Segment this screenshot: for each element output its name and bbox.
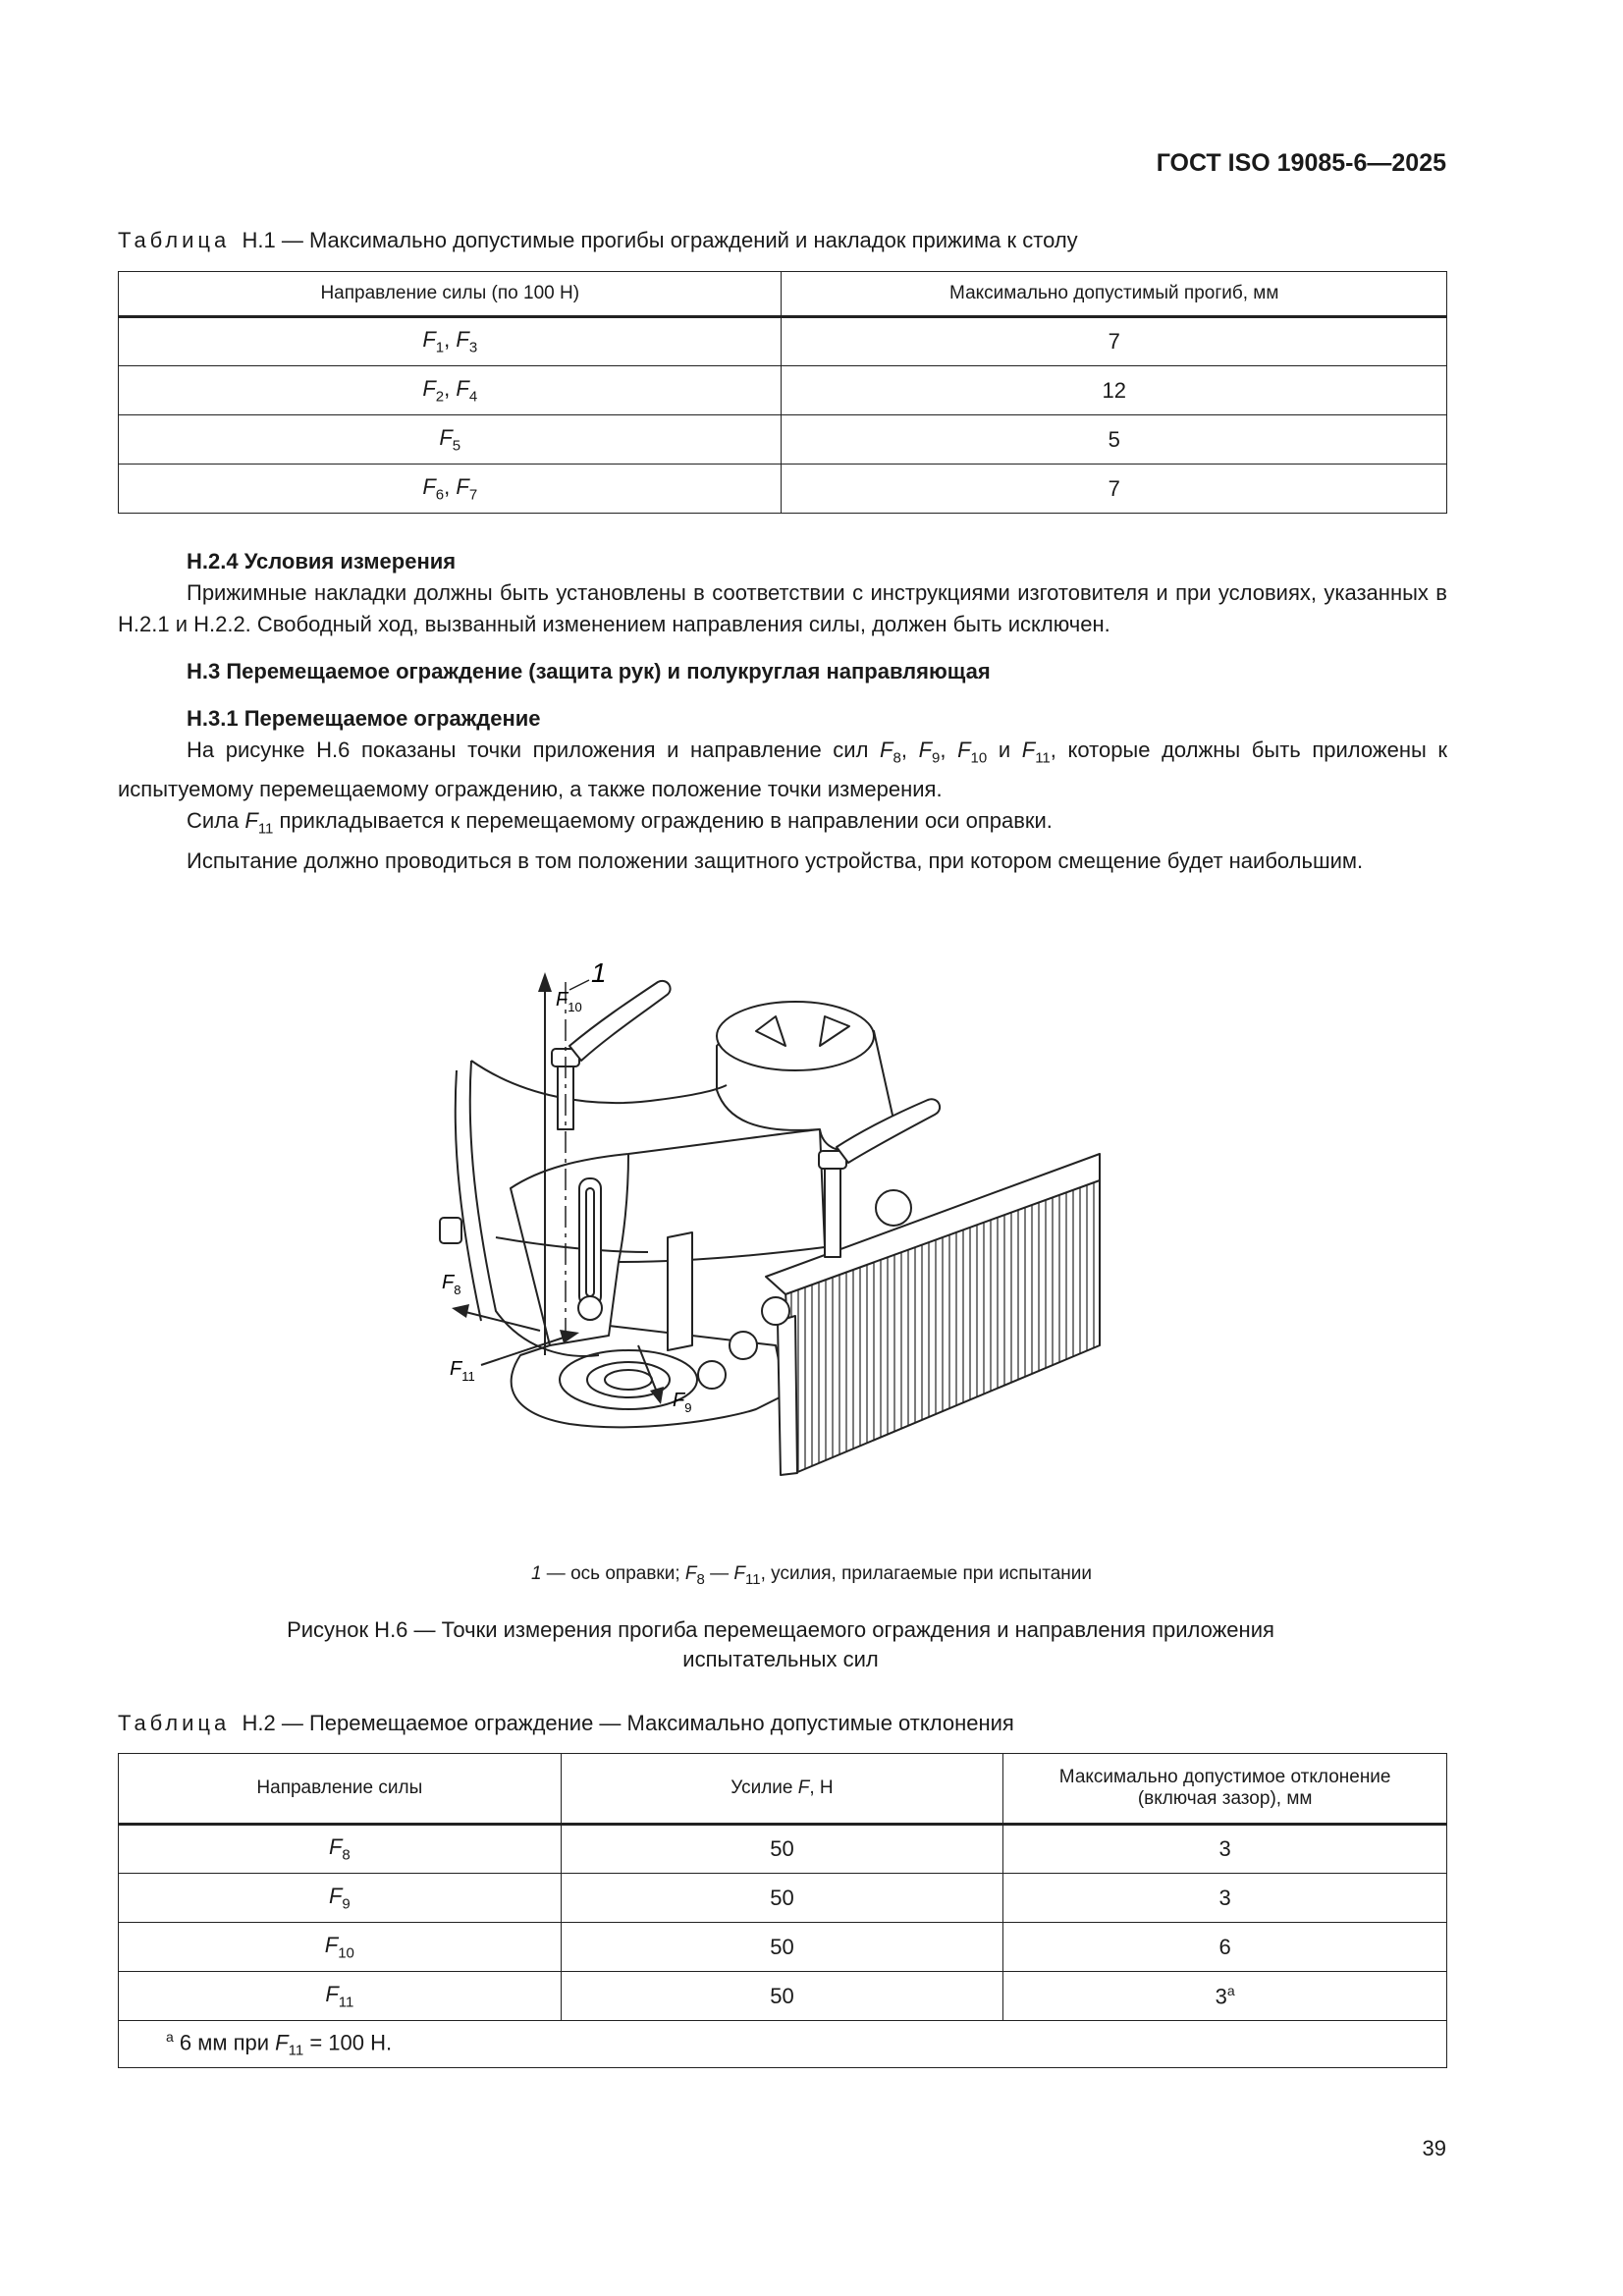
paragraph-h31-3: Испытание должно проводиться в том положении защитного устройства, при котором смещение будет наибольшим. xyxy=(187,847,1364,873)
table-row xyxy=(119,1923,1447,1972)
table2-header-force: Усилие F, Н xyxy=(561,1754,1003,1825)
table2-caption-text: H.2 — Перемещаемое ограждение — Максимально допустимые отклонения xyxy=(242,1711,1014,1735)
force-cell: $F_9$ xyxy=(119,1874,562,1923)
force-cell: $F_5$ xyxy=(119,415,782,465)
figure-caption xyxy=(167,1615,1394,1674)
force-value-cell: 50 xyxy=(561,1874,1003,1923)
table1-header-deflection: Максимально допустимый прогиб, мм xyxy=(782,272,1447,317)
table-row xyxy=(119,1825,1447,1874)
page-number: 39 xyxy=(1422,2136,1446,2160)
paragraph-h31-1: На рисунке H.6 показаны точки приложения и направление сил $F_8$, $F_9$, $F_{10}$ и $F_{11}$, которые должны быть приложены к испытуемому перемещаемому ограждению, а также положение точки измерения. xyxy=(118,738,1448,802)
value-cell: 12 xyxy=(782,366,1447,415)
footnote-mark: a xyxy=(1226,1982,1235,1998)
force-f8-arrow xyxy=(461,1311,540,1331)
hood-opening xyxy=(717,1002,874,1070)
adjust-knob-3 xyxy=(762,1297,789,1325)
table1-header-direction: Направление силы (по 100 Н) xyxy=(119,272,782,317)
deviation-cell: 6 xyxy=(1003,1923,1447,1972)
deviation-cell: 3 xyxy=(1003,1874,1447,1923)
table1-caption-prefix: Таблица xyxy=(118,228,231,252)
value-cell: 5 xyxy=(782,415,1447,465)
figure-caption-line-1: Рисунок H.6 — Точки измерения прогиба перемещаемого ограждения и направления приложения xyxy=(287,1617,1274,1642)
value-cell: 7 xyxy=(782,317,1447,366)
table1 xyxy=(118,271,1447,514)
label-f8: $F_8$ xyxy=(442,1272,461,1297)
force-cell: $F_6$, $F_7$ xyxy=(119,465,782,514)
force-cell: $F_{10}$ xyxy=(119,1923,562,1972)
paragraph-h31-2: Сила $F_{11}$ прикладывается к перемещаемому ограждению в направлении оси оправки. xyxy=(187,808,1053,838)
table2-footnote-row xyxy=(119,2021,1447,2068)
slot-knob xyxy=(578,1296,602,1320)
table1-header-row xyxy=(119,272,1447,317)
figure-caption-line-2: испытательных сил xyxy=(682,1647,879,1671)
table-row xyxy=(119,366,1447,415)
table2-caption xyxy=(118,1711,1014,1736)
table-row xyxy=(119,1874,1447,1923)
section-body xyxy=(118,546,1447,877)
table2-header-deviation: Максимально допустимое отклонение (включая зазор), мм xyxy=(1003,1754,1447,1825)
adjust-knob-1 xyxy=(698,1361,726,1389)
deviation-cell: 3 xyxy=(1003,1825,1447,1874)
table-row xyxy=(119,1972,1447,2021)
table2-header-row xyxy=(119,1754,1447,1825)
table2-caption-prefix: Таблица xyxy=(118,1711,231,1735)
table-row xyxy=(119,465,1447,514)
label-axis-number: 1 xyxy=(591,957,607,988)
force-cell: $F_8$ xyxy=(119,1825,562,1874)
value-cell: 7 xyxy=(782,465,1447,514)
section-heading-h31: H.3.1 Перемещаемое ограждение xyxy=(187,706,541,731)
document-id: ГОСТ ISO 19085-6—2025 xyxy=(1156,149,1446,177)
force-value-cell: 50 xyxy=(561,1972,1003,2021)
table1-caption xyxy=(118,228,1078,253)
force-value-cell: 50 xyxy=(561,1923,1003,1972)
adjust-knob-2 xyxy=(730,1332,757,1359)
table-row xyxy=(119,317,1447,366)
side-knob xyxy=(440,1218,461,1243)
label-f10: $F_{10}$ xyxy=(556,989,582,1014)
force-value-cell: 50 xyxy=(561,1825,1003,1874)
fence-wheel xyxy=(876,1190,911,1226)
table2 xyxy=(118,1753,1447,2068)
figure-legend: 1 — ось оправки; $F_8$ — $F_{11}$, усилия, прилагаемые при испытании xyxy=(530,1563,1093,1588)
paragraph-h24: Прижимные накладки должны быть установлены в соответствии с инструкциями изготовителя и при условиях, указанных в H.2.1 и H.2.2. Свободный ход, вызванный изменением направления силы, должен быть исключен. xyxy=(118,580,1447,636)
table-row xyxy=(119,415,1447,465)
label-f9: $F_9$ xyxy=(673,1390,692,1415)
deviation-cell: 3$^a$ xyxy=(1003,1972,1447,2021)
figure-movable-guard xyxy=(432,923,1198,1552)
force-cell: $F_{11}$ xyxy=(119,1972,562,2021)
force-cell: $F_2$, $F_4$ xyxy=(119,366,782,415)
label-f11: $F_{11}$ xyxy=(450,1358,475,1384)
table2-footnote: $^a$ 6 мм при $F_{11} = 100$ Н. xyxy=(119,2021,1447,2068)
table2-header-direction: Направление силы xyxy=(119,1754,562,1825)
section-heading-h3: H.3 Перемещаемое ограждение (защита рук) и полукруглая направляющая xyxy=(187,659,991,683)
force-cell: $F_1$, $F_3$ xyxy=(119,317,782,366)
table1-caption-text: H.1 — Максимально допустимые прогибы ограждений и накладок прижима к столу xyxy=(242,228,1078,252)
section-heading-h24: H.2.4 Условия измерения xyxy=(187,549,457,574)
